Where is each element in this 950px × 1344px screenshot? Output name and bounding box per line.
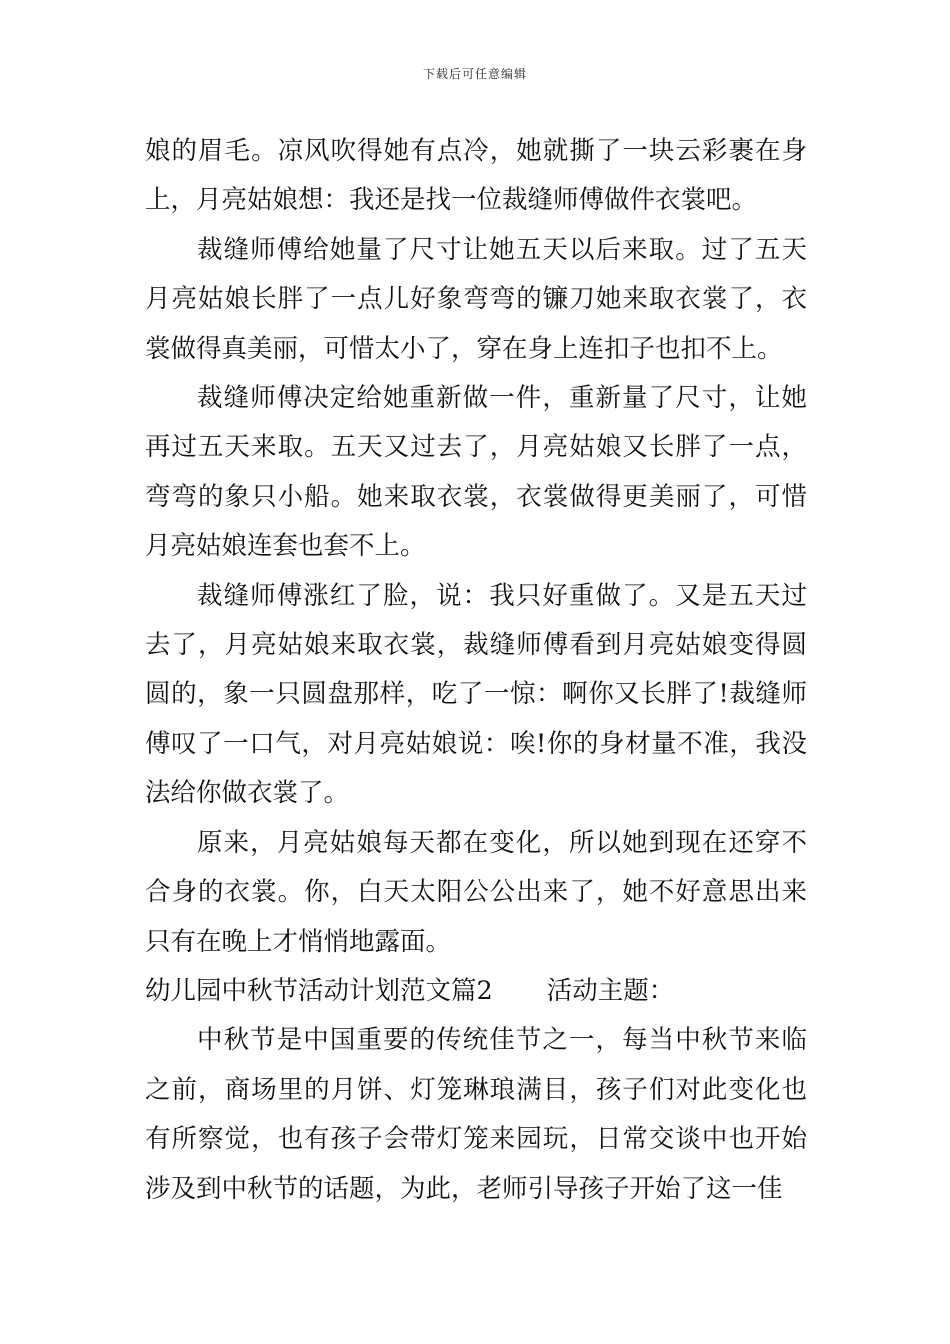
paragraph: 裁缝师傅决定给她重新做一件，重新量了尺寸，让她再过五天来取。五天又过去了，月亮姑娘又长胖了一点，弯弯的象只小船。她来取衣裳，衣裳做得更美丽了，可惜月亮姑娘连套也套不上。: [145, 383, 807, 562]
section-title: 幼儿园中秋节活动计划范文篇2: [145, 975, 493, 1006]
paragraph: 原来，月亮姑娘每天都在变化，所以她到现在还穿不合身的衣裳。你，白天太阳公公出来了，她不好意思出来只有在晚上才悄悄地露面。: [145, 827, 807, 957]
paragraph: 裁缝师傅涨红了脸，说：我只好重做了。又是五天过去了，月亮姑娘来取衣裳，裁缝师傅看到月亮姑娘变得圆圆的，象一只圆盘那样，吃了一惊：啊你又长胖了!裁缝师傅叹了一口气，对月亮姑娘说：唉!你的身材量不准，我没法给你做衣裳了。: [145, 580, 807, 809]
paragraph-continuation: 娘的眉毛。凉风吹得她有点冷，她就撕了一块云彩裹在身上，月亮姑娘想：我还是找一位裁缝师傅做件衣裳吧。: [145, 136, 807, 216]
section-heading-line: [145, 967, 807, 1016]
section-subtitle: 活动主题：: [546, 975, 675, 1006]
paragraph: 中秋节是中国重要的传统佳节之一，每当中秋节来临之前，商场里的月饼、灯笼琳琅满目，孩子们对此变化也有所察觉，也有孩子会带灯笼来园玩，日常交谈中也开始涉及到中秋节的话题，为此，老师引导孩子开始了这一佳: [145, 1025, 807, 1204]
page-header: 下载后可任意编辑: [422, 67, 527, 81]
paragraph: 裁缝师傅给她量了尺寸让她五天以后来取。过了五天月亮姑娘长胖了一点儿好象弯弯的镰刀她来取衣裳了，衣裳做得真美丽，可惜太小了，穿在身上连扣子也扣不上。: [145, 234, 807, 364]
body-text: [145, 127, 807, 1214]
